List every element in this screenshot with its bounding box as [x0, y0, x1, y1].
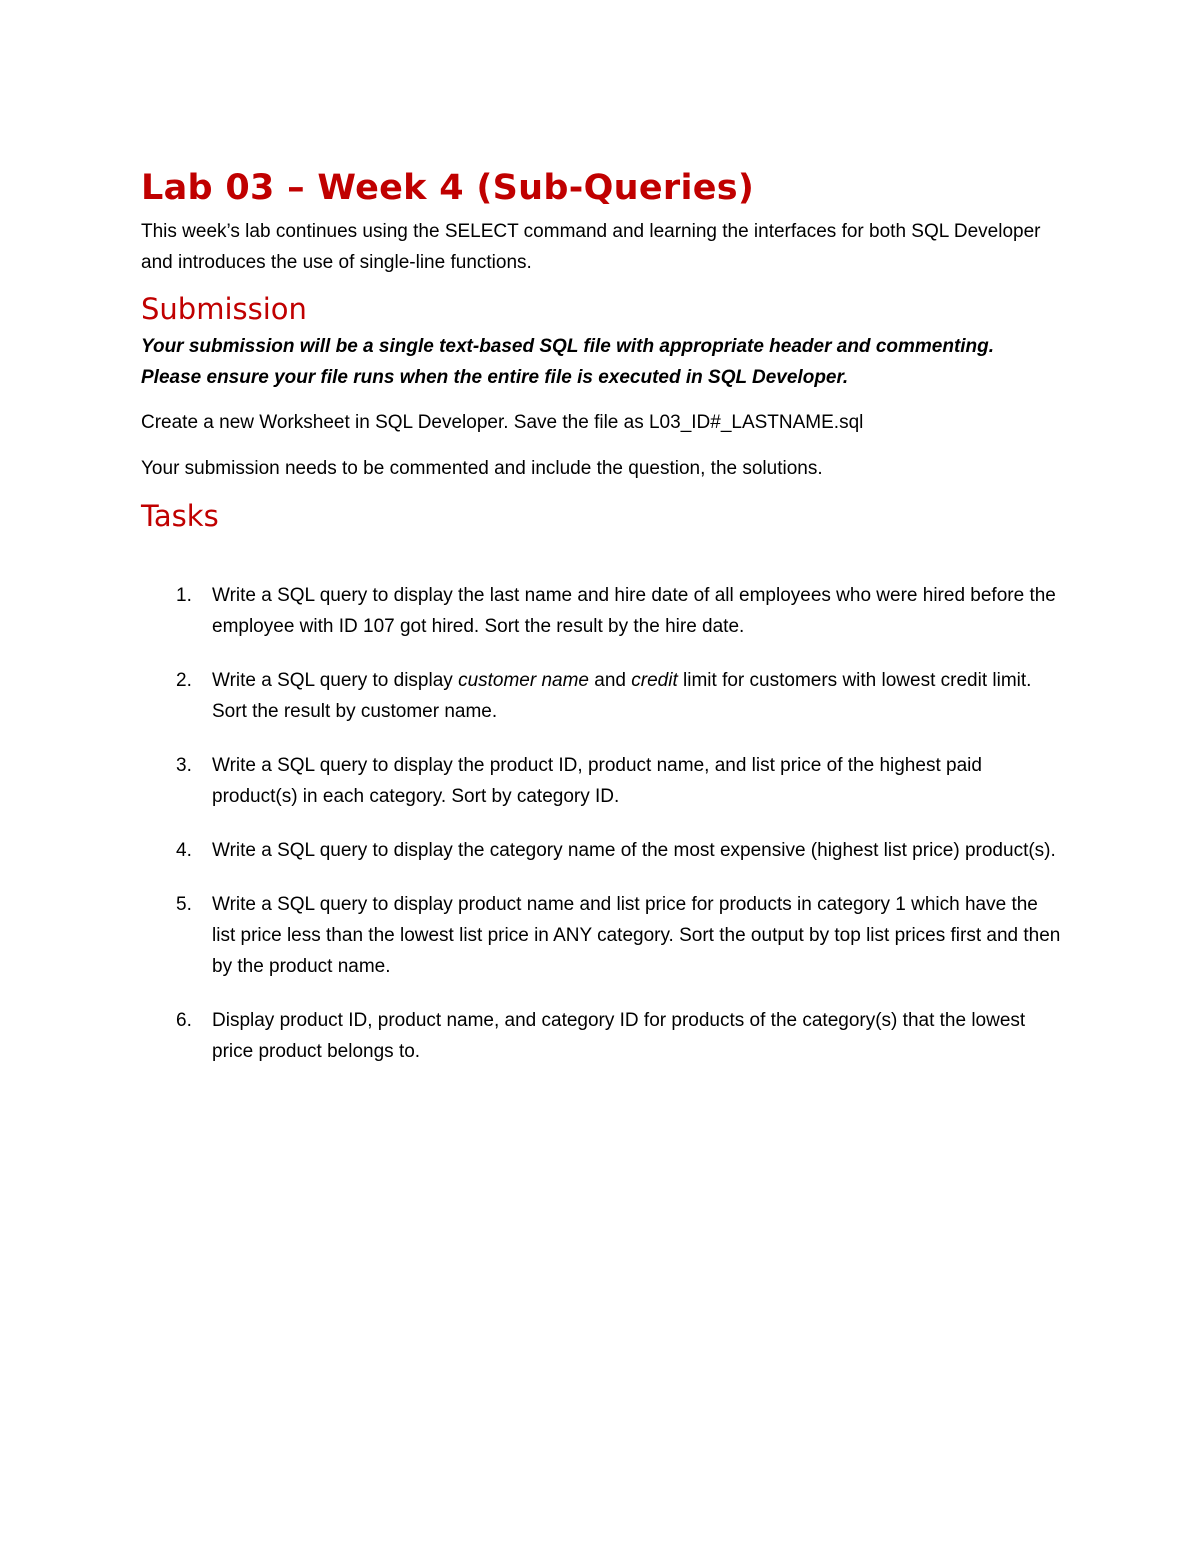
- task-number: 2.: [176, 670, 192, 691]
- tasks-heading: Tasks: [141, 499, 219, 533]
- create-worksheet-instruction: Create a new Worksheet in SQL Developer. Save the file as L03_ID#_LASTNAME.sql: [141, 412, 864, 433]
- submission-note: [141, 331, 1061, 393]
- task-item-5: [141, 889, 1061, 982]
- task-number: 3.: [176, 755, 192, 776]
- submission-requirement: Your submission needs to be commented and include the question, the solutions.: [141, 458, 823, 479]
- intro-paragraph: This week’s lab continues using the SELECT command and learning the interfaces for both SQL Developer and introduces the use of single-line functions.: [141, 221, 1041, 273]
- submission-note-line-1: Your submission will be a single text-based SQL file with appropriate header and commenting.: [141, 336, 995, 357]
- task-text-part: Write a SQL query to display: [212, 670, 459, 691]
- task-text-part: and: [589, 670, 632, 691]
- task-item-6: [141, 1005, 1061, 1067]
- task-item-4: [141, 835, 1061, 866]
- task-number: 1.: [176, 585, 192, 606]
- task-emphasis-credit: credit: [631, 670, 678, 691]
- task-list: [141, 580, 1061, 1067]
- task-text: Write a SQL query to display the category name of the most expensive (highest list price) product(s).: [212, 840, 1056, 861]
- submission-heading: Submission: [141, 292, 307, 326]
- task-emphasis-customer-name: customer name: [458, 670, 590, 691]
- document-page: [141, 160, 1061, 1090]
- document-title: Lab 03 – Week 4 (Sub-Queries): [141, 168, 755, 208]
- task-text-part: limit for customers with lowest credit limit. Sort the result by customer name.: [212, 670, 1032, 722]
- task-text: Display product ID, product name, and category ID for products of the category(s) that the lowest price product belongs to.: [212, 1010, 1026, 1062]
- task-item-2: [141, 665, 1061, 727]
- submission-note-line-2: Please ensure your file runs when the entire file is executed in SQL Developer.: [141, 367, 849, 388]
- task-number: 5.: [176, 894, 192, 915]
- task-item-3: [141, 750, 1061, 812]
- task-text: [212, 670, 1031, 722]
- task-text: Write a SQL query to display the product ID, product name, and list price of the highest paid product(s) in each category. Sort by category ID.: [212, 755, 982, 807]
- task-text: Write a SQL query to display product name and list price for products in category 1 which have the list price less than the lowest list price in ANY category. Sort the output by top list prices first and then by the product name.: [212, 894, 1061, 977]
- task-item-1: [141, 580, 1061, 642]
- task-text: Write a SQL query to display the last name and hire date of all employees who were hired before the employee with ID 107 got hired. Sort the result by the hire date.: [212, 585, 1056, 637]
- task-number: 6.: [176, 1010, 192, 1031]
- task-number: 4.: [176, 840, 192, 861]
